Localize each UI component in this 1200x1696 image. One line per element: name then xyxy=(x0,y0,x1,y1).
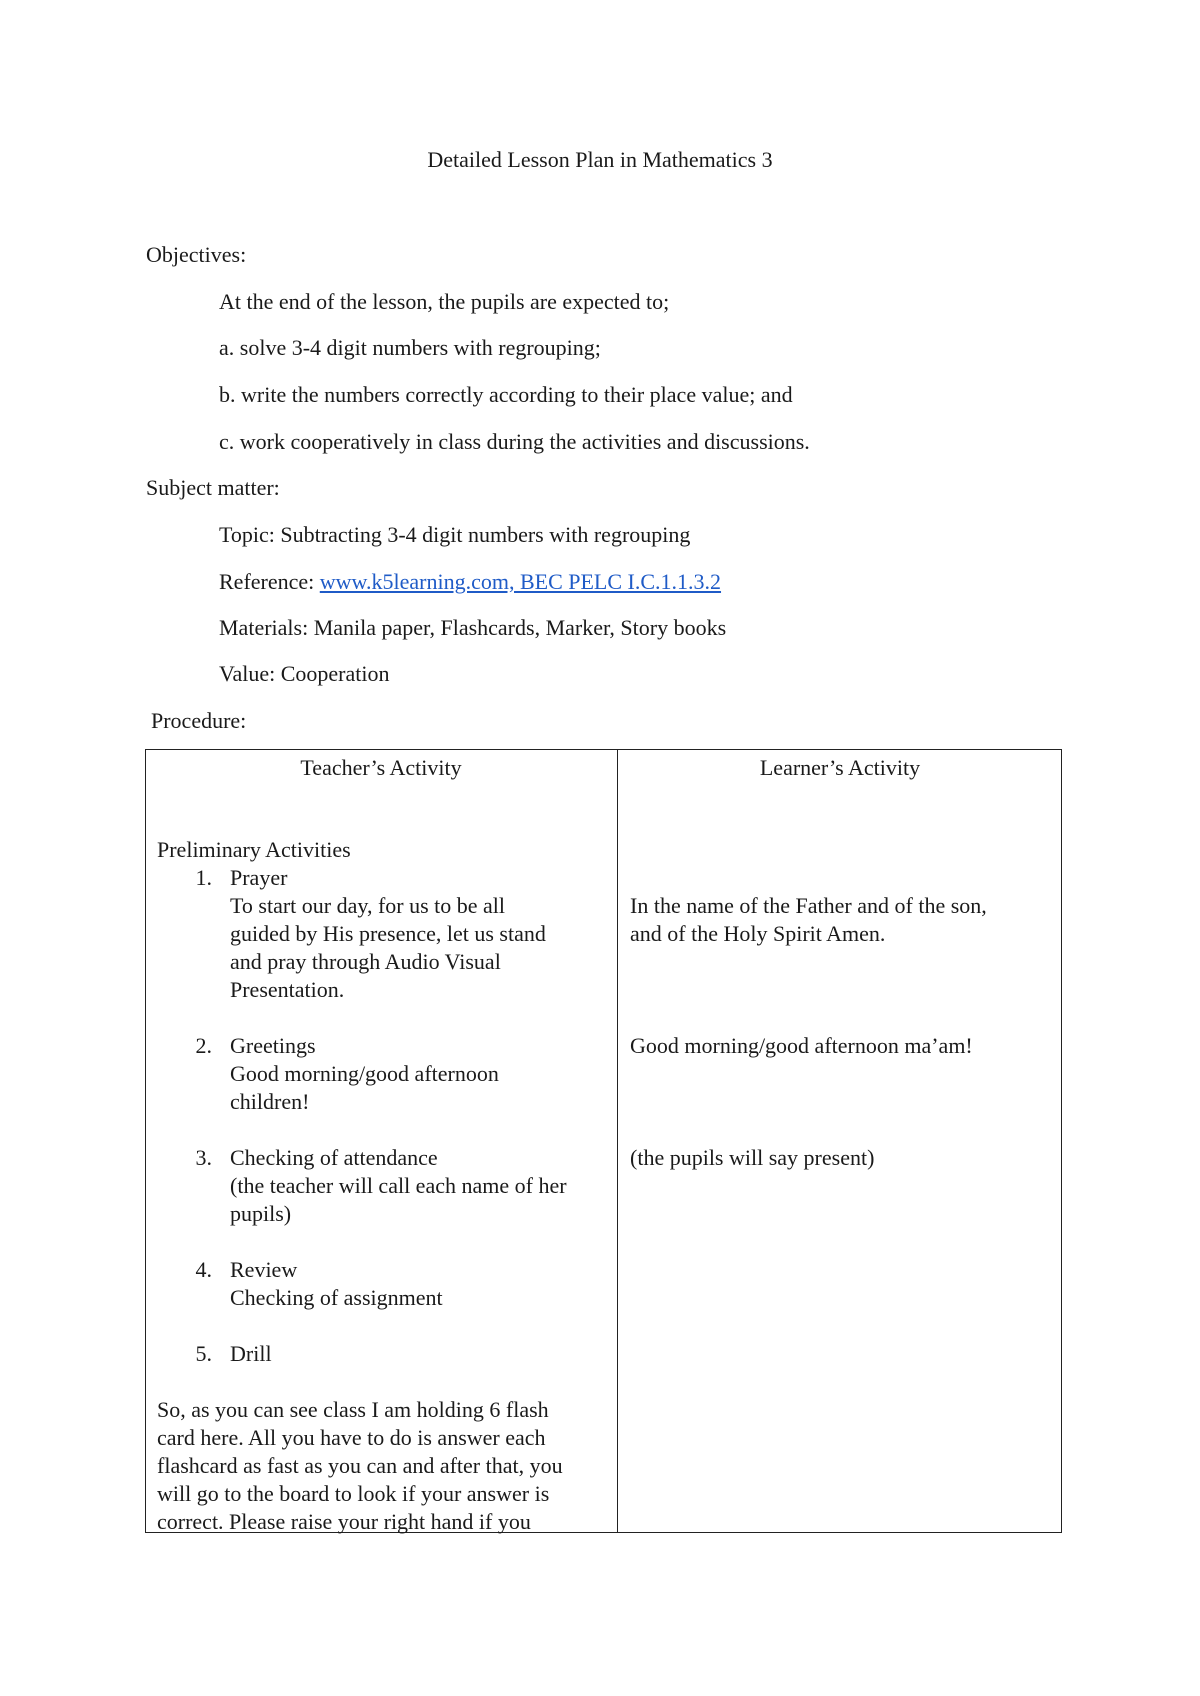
subject-materials: Materials: Manila paper, Flashcards, Marker, Story books xyxy=(219,615,727,640)
step-title-greetings: Greetings xyxy=(230,1033,316,1058)
step-number: 4. xyxy=(195,1257,212,1282)
subject-reference xyxy=(219,571,721,593)
drill-paragraph-line: will go to the board to look if your answer is xyxy=(157,1481,550,1506)
reference-label: Reference: xyxy=(219,569,320,594)
step-title-prayer: Prayer xyxy=(230,865,288,890)
objectives-heading: Objectives: xyxy=(146,242,247,267)
step-title-review: Review xyxy=(230,1257,298,1282)
step-number: 3. xyxy=(195,1145,212,1170)
learner-line: and of the Holy Spirit Amen. xyxy=(630,921,886,946)
drill-paragraph-line: flashcard as fast as you can and after that, you xyxy=(157,1453,563,1478)
learner-line: In the name of the Father and of the son, xyxy=(630,893,987,918)
preliminary-activities-label: Preliminary Activities xyxy=(157,837,351,862)
teacher-line: Presentation. xyxy=(230,977,345,1002)
step-number: 2. xyxy=(195,1033,212,1058)
page-title: Detailed Lesson Plan in Mathematics 3 xyxy=(427,147,773,172)
teacher-line: To start our day, for us to be all xyxy=(230,893,506,918)
teacher-line: (the teacher will call each name of her xyxy=(230,1173,567,1198)
teacher-line: and pray through Audio Visual xyxy=(230,949,501,974)
teacher-activity-header: Teacher’s Activity xyxy=(300,755,462,780)
learner-line: Good morning/good afternoon ma’am! xyxy=(630,1033,973,1058)
objective-item-c: c. work cooperatively in class during the activities and discussions. xyxy=(219,429,810,454)
subject-value: Value: Cooperation xyxy=(219,661,390,686)
teacher-line: pupils) xyxy=(230,1201,292,1226)
drill-paragraph-line: So, as you can see class I am holding 6 flash xyxy=(157,1397,549,1422)
drill-paragraph-line: correct. Please raise your right hand if you xyxy=(157,1509,531,1534)
table-column-divider xyxy=(617,749,618,1533)
objective-item-a: a. solve 3-4 digit numbers with regrouping; xyxy=(219,335,601,360)
procedure-heading: Procedure: xyxy=(151,708,247,733)
objective-item-b: b. write the numbers correctly according to their place value; and xyxy=(219,382,793,407)
learner-line: (the pupils will say present) xyxy=(630,1145,875,1170)
teacher-line: Good morning/good afternoon xyxy=(230,1061,499,1086)
step-title-attendance: Checking of attendance xyxy=(230,1145,438,1170)
step-number: 5. xyxy=(195,1341,212,1366)
subject-matter-heading: Subject matter: xyxy=(146,475,280,500)
step-number: 1. xyxy=(195,865,212,890)
learner-activity-header: Learner’s Activity xyxy=(759,755,921,780)
teacher-line: children! xyxy=(230,1089,310,1114)
subject-topic: Topic: Subtracting 3-4 digit numbers with regrouping xyxy=(219,522,691,547)
reference-link[interactable]: www.k5learning.com, BEC PELC I.C.1.1.3.2 xyxy=(319,569,722,594)
objectives-intro: At the end of the lesson, the pupils are expected to; xyxy=(219,289,670,314)
teacher-line: guided by His presence, let us stand xyxy=(230,921,546,946)
drill-paragraph-line: card here. All you have to do is answer each xyxy=(157,1425,546,1450)
teacher-line: Checking of assignment xyxy=(230,1285,443,1310)
step-title-drill: Drill xyxy=(230,1341,272,1366)
